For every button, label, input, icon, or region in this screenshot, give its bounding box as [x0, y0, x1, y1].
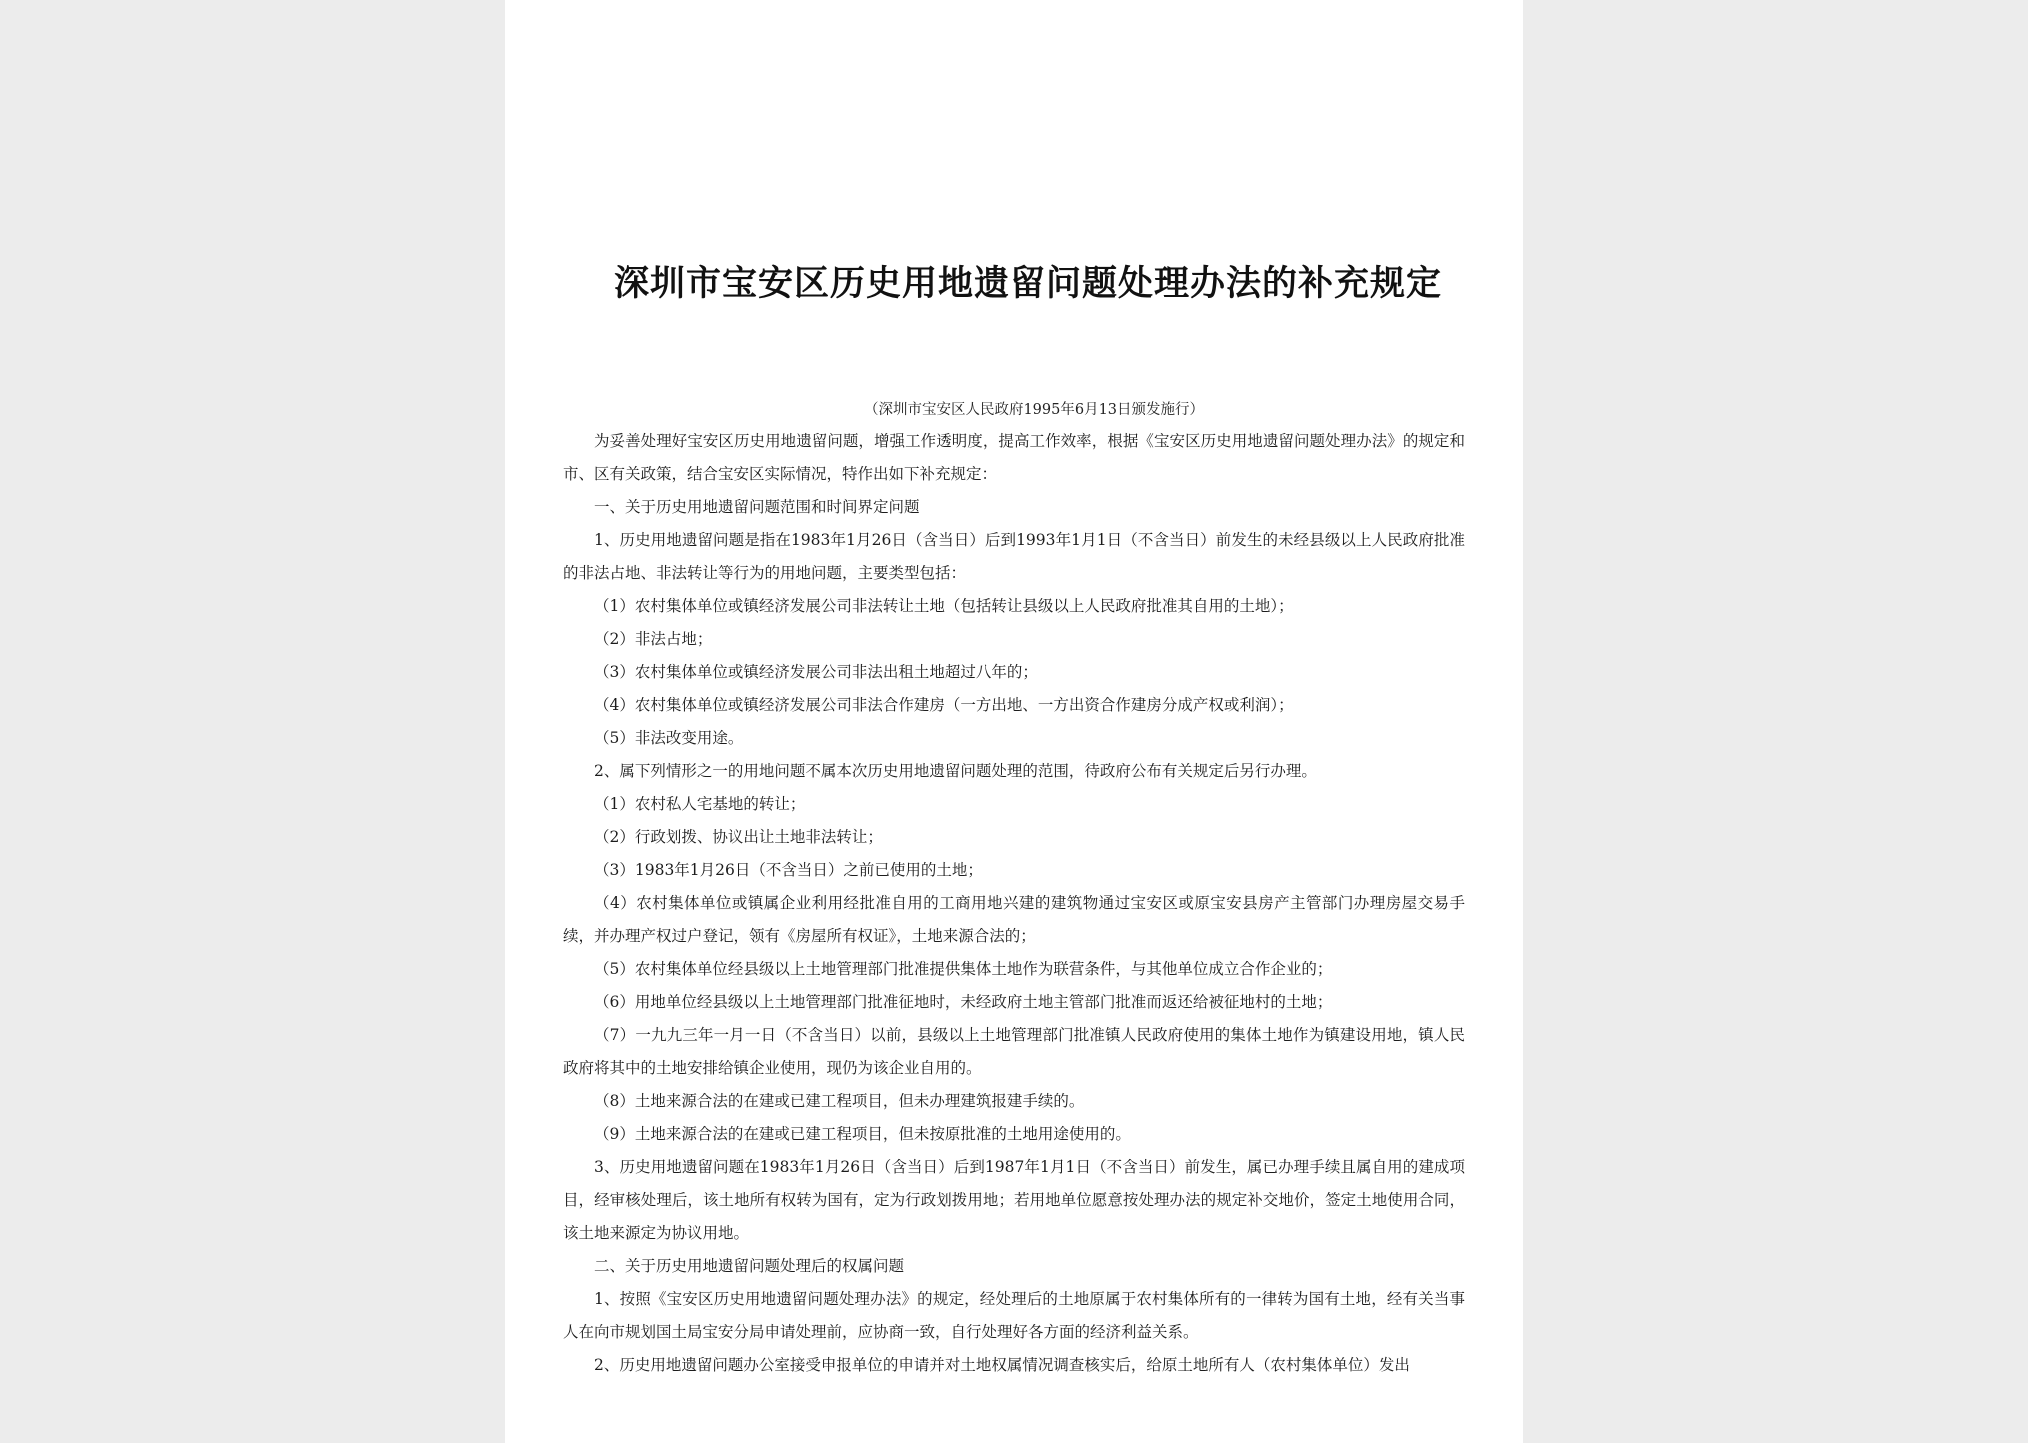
- document-page: [505, 0, 1523, 1443]
- list-item: （2）行政划拨、协议出让土地非法转让；: [594, 828, 883, 846]
- list-item: （9）土地来源合法的在建或已建工程项目，但未按原批准的土地用途使用的。: [594, 1125, 1131, 1143]
- paragraph: 2、属下列情形之一的用地问题不属本次历史用地遗留问题处理的范围，待政府公布有关规定后另行办理。: [594, 762, 1317, 780]
- list-item: （5）农村集体单位经县级以上土地管理部门批准提供集体土地作为联营条件，与其他单位成立合作企业的；: [594, 960, 1333, 978]
- document-title: 深圳市宝安区历史用地遗留问题处理办法的补充规定: [613, 263, 1442, 304]
- paragraph: 2、历史用地遗留问题办公室接受申报单位的申请并对土地权属情况调查核实后，给原土地所有人（农村集体单位）发出: [594, 1356, 1410, 1374]
- list-item: （1）农村私人宅基地的转让；: [594, 795, 806, 813]
- list-item: （8）土地来源合法的在建或已建工程项目，但未办理建筑报建手续的。: [594, 1092, 1085, 1110]
- list-item: （7）一九九三年一月一日（不含当日）以前，县级以上土地管理部门批准镇人民政府使用的集体土地作为镇建设用地，镇人民政府将其中的土地安排给镇企业使用，现仍为该企业自用的。: [563, 1026, 1465, 1077]
- section-heading-2: 二、关于历史用地遗留问题处理后的权属问题: [594, 1257, 905, 1275]
- list-item: （6）用地单位经县级以上土地管理部门批准征地时，未经政府土地主管部门批准而返还给被征地村的土地；: [594, 993, 1333, 1011]
- list-item: （4）农村集体单位或镇属企业利用经批准自用的工商用地兴建的建筑物通过宝安区或原宝安县房产主管部门办理房屋交易手续，并办理产权过户登记，领有《房屋所有权证》，土地来源合法的；: [563, 894, 1465, 945]
- paragraph-intro: 为妥善处理好宝安区历史用地遗留问题，增强工作透明度，提高工作效率，根据《宝安区历史用地遗留问题处理办法》的规定和市、区有关政策，结合宝安区实际情况，特作出如下补充规定：: [563, 432, 1465, 483]
- list-item: （1）农村集体单位或镇经济发展公司非法转让土地（包括转让县级以上人民政府批准其自用的土地）；: [594, 597, 1294, 615]
- paragraph: 1、按照《宝安区历史用地遗留问题处理办法》的规定，经处理后的土地原属于农村集体所有的一律转为国有土地，经有关当事人在向市规划国土局宝安分局申请处理前，应协商一致，自行处理好各方面的经济利益关系。: [563, 1290, 1465, 1341]
- paragraph: 1、历史用地遗留问题是指在1983年1月26日（含当日）后到1993年1月1日（不含当日）前发生的未经县级以上人民政府批准的非法占地、非法转让等行为的用地问题，主要类型包括：: [563, 531, 1465, 582]
- document-subtitle: （深圳市宝安区人民政府1995年6月13日颁发施行）: [863, 402, 1205, 418]
- list-item: （2）非法占地；: [594, 630, 713, 648]
- list-item: （3）1983年1月26日（不含当日）之前已使用的土地；: [594, 861, 983, 879]
- section-heading-1: 一、关于历史用地遗留问题范围和时间界定问题: [594, 498, 920, 516]
- list-item: （4）农村集体单位或镇经济发展公司非法合作建房（一方出地、一方出资合作建房分成产权或利润）；: [594, 696, 1294, 714]
- list-item: （3）农村集体单位或镇经济发展公司非法出租土地超过八年的；: [594, 663, 1038, 681]
- list-item: （5）非法改变用途。: [594, 729, 744, 747]
- paragraph: 3、历史用地遗留问题在1983年1月26日（含当日）后到1987年1月1日（不含当日）前发生，属已办理手续且属自用的建成项目，经审核处理后，该土地所有权转为国有，定为行政划拨用地；若用地单位愿意按处理办法的规定补交地价，签定土地使用合同，该土地来源定为协议用地。: [563, 1158, 1465, 1242]
